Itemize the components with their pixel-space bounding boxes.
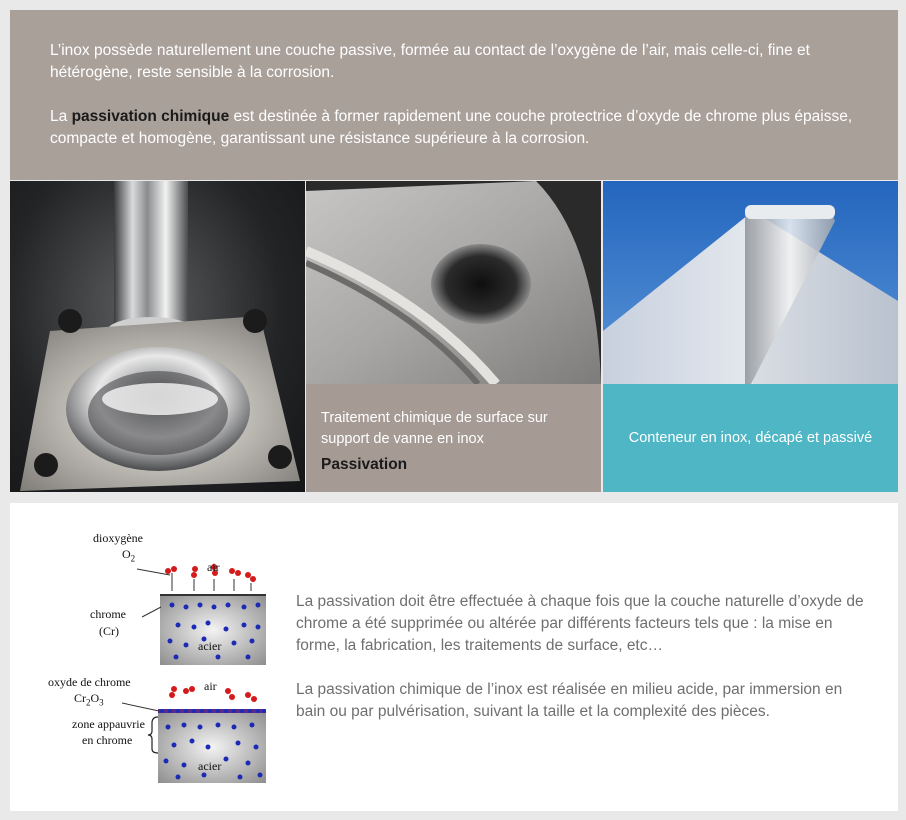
explanation-text (296, 591, 868, 745)
zone-label-2: en chrome (82, 733, 133, 747)
container-caption-text: Conteneur en inox, décapé et passivé (628, 430, 873, 446)
dioxygene-label: dioxygène (93, 531, 143, 545)
valve-caption-title: Passivation (321, 456, 408, 473)
acier-label-top: acier (198, 639, 222, 653)
cr-label: (Cr) (99, 624, 119, 638)
explanation-paragraph-2: La passivation chimique de l’inox est réalisée en milieu acide, par immersion en bain ou par pulvérisation, suivant la taille et la complexité des pièces. (296, 681, 843, 720)
zone-label-1: zone appauvrie (72, 717, 145, 731)
chrome-label: chrome (90, 607, 126, 621)
intro-paragraph-1: L’inox possède naturellement une couche passive, formée au contact de l’oxygène de l’air, mais celle-ci, fine et hétérogène, reste sensible à la corrosion. (50, 42, 810, 81)
photo-strip (10, 181, 898, 492)
o2-base: O (122, 547, 131, 561)
intro-p2-strong: passivation chimique (71, 108, 230, 125)
cr2o3-b: O (90, 691, 100, 705)
cr2o3-label (74, 691, 104, 707)
intro-paragraph-2 (50, 106, 858, 150)
oxyde-label: oxyde de chrome (48, 675, 131, 689)
explanation-paragraph-1: La passivation doit être effectuée à chaque fois que la couche naturelle d’oxyde de chrome a été supprimée ou altérée par différents facteurs tels que : la mise en forme, la fabrication, les traitements de surface, etc… (296, 593, 864, 654)
air-label-top: air (207, 560, 220, 574)
cr2o3-sub1: 2 (86, 697, 91, 708)
passivation-diagram (48, 527, 278, 789)
intro-p2-pre: La (50, 108, 72, 125)
acier-label-bottom: acier (198, 759, 222, 773)
bottom-panel (10, 503, 898, 811)
intro-panel (10, 10, 898, 180)
o2-label (122, 547, 135, 563)
cr2o3-sub2: 3 (99, 697, 104, 708)
air-label-bottom: air (204, 679, 217, 693)
container-caption (603, 384, 898, 492)
cr2o3-a: Cr (74, 691, 86, 705)
valve-caption-text: Traitement chimique de surface sur support de vanne en inox (321, 410, 548, 447)
valve-caption (306, 384, 601, 492)
valve-photo (10, 181, 305, 492)
o2-sub: 2 (130, 553, 136, 564)
intro-p2-post: est destinée à former rapidement une couche protectrice d’oxyde de chrome plus épaisse, compacte et homogène, garantissant une résistance supérieure à la corrosion. (50, 108, 853, 147)
